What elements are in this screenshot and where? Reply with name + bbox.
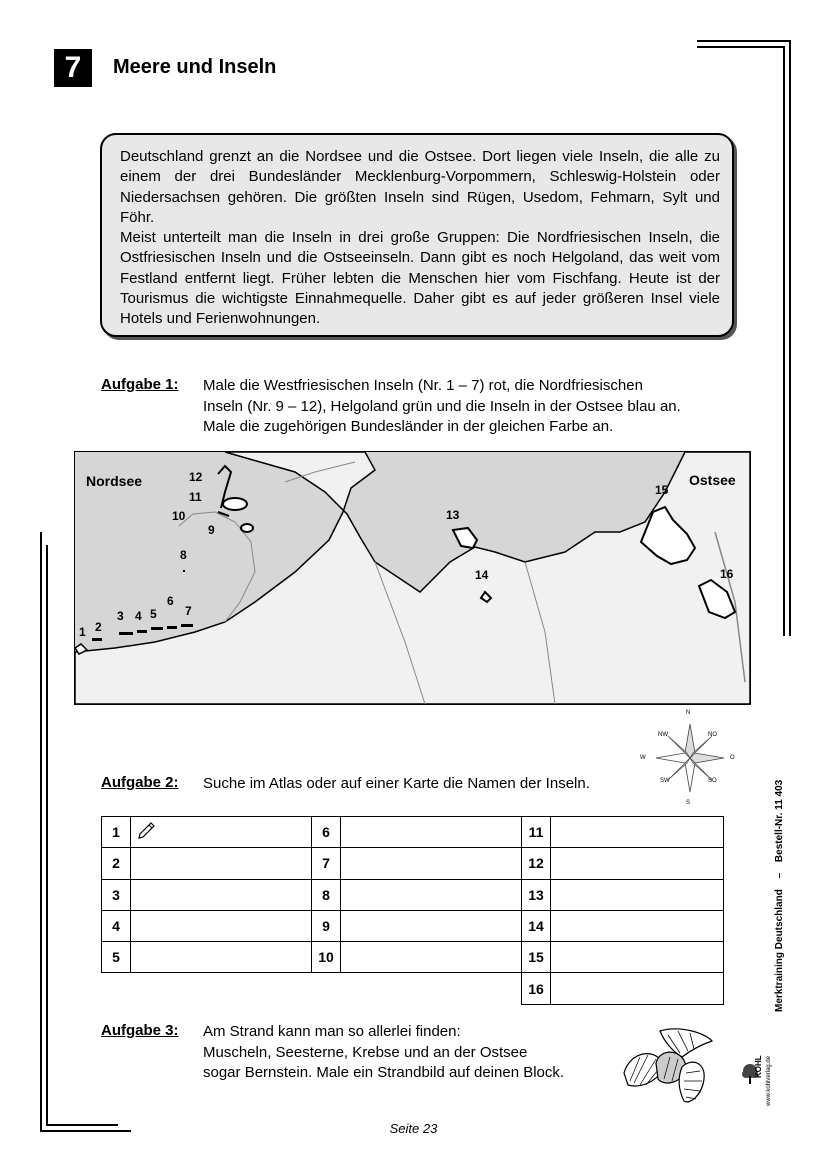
answer-field[interactable]	[551, 910, 724, 941]
compass-o: O	[730, 755, 735, 761]
compass-s: S	[686, 800, 691, 806]
compass-nw: NW	[658, 732, 668, 738]
sidebar-title: Merktraining Deutschland	[774, 889, 785, 1012]
task1-line-2: Inseln (Nr. 9 – 12), Helgoland grün und die Inseln in der Ostsee blau an.	[203, 397, 681, 415]
row-number: 2	[102, 848, 131, 879]
table-row	[102, 848, 312, 879]
frame-left-line1	[40, 532, 42, 1132]
map-number-9: 9	[208, 523, 215, 537]
map-number-14: 14	[475, 568, 489, 582]
frame-left-line2	[46, 545, 48, 1126]
task3-line-1: Am Strand kann man so allerlei finden:	[203, 1023, 461, 1040]
answer-field[interactable]	[341, 879, 522, 910]
compass-w: W	[640, 755, 646, 761]
map-number-8: 8	[180, 548, 187, 562]
row-number: 6	[312, 817, 341, 848]
row-number: 12	[522, 848, 551, 879]
table-row	[312, 879, 522, 910]
answer-field[interactable]	[551, 879, 724, 910]
answer-field[interactable]	[551, 848, 724, 879]
compass-no: NO	[708, 732, 717, 738]
row-number: 16	[522, 973, 551, 1004]
row-number: 3	[102, 879, 131, 910]
intro-text-box	[100, 133, 734, 337]
task1-label: Aufgabe 1:	[101, 376, 179, 393]
answer-table-3	[521, 816, 724, 1005]
answer-field[interactable]	[131, 910, 312, 941]
intro-paragraph-1: Deutschland grenzt an die Nordsee und die Ostsee. Dort liegen viele Inseln, die alle zu einem der drei Bundesländer Mecklenburg-Vorpommern, Schleswig-Holstein oder Niedersachsen gehören. Die größten Inseln sind Rügen, Usedom, Fehmarn, Sylt und Föhr.	[120, 148, 720, 226]
map-number-15: 15	[655, 483, 669, 497]
table-row	[522, 879, 724, 910]
table-row	[102, 879, 312, 910]
sidebar-dash: –	[774, 872, 785, 879]
intro-paragraph-2: Meist unterteilt man die Inseln in drei große Gruppen: Die Nordfriesischen Inseln, die Ostfriesischen Inseln und die Ostseeinseln. Dann gibt es noch Helgoland, das weit vom Festland entfernt liegt. Früher lebten die Menschen hier vom Fischfang. Heute ist der Tourismus die wichtigste Einnahmequelle. Daher gibt es auf jeder größeren Insel viele Hotels und Ferienwohnungen.	[120, 229, 720, 328]
compass-rose-icon	[640, 708, 740, 808]
answer-table-1	[101, 816, 312, 973]
table-row	[102, 910, 312, 941]
map-number-4: 4	[135, 609, 142, 623]
frame-top-right-line2	[697, 46, 783, 48]
answer-field[interactable]	[341, 848, 522, 879]
map-number-1: 1	[79, 625, 86, 639]
map-number-6: 6	[167, 594, 174, 608]
frame-right-line1	[783, 46, 785, 636]
table-row	[522, 848, 724, 879]
map-northern-germany	[74, 451, 751, 705]
row-number: 13	[522, 879, 551, 910]
sidebar-vertical-text	[774, 780, 785, 1012]
task3-label: Aufgabe 3:	[101, 1022, 179, 1039]
compass-sw: SW	[660, 778, 670, 784]
answer-field[interactable]	[551, 817, 724, 848]
answer-field[interactable]	[131, 848, 312, 879]
table-row	[312, 942, 522, 973]
answer-table-2	[311, 816, 522, 973]
shells-illustration	[620, 1023, 720, 1108]
row-number: 7	[312, 848, 341, 879]
map-number-13: 13	[446, 508, 460, 522]
task1-line-3: Male die zugehörigen Bundesländer in der gleichen Farbe an.	[203, 418, 614, 435]
publisher-name: KOHL	[754, 1055, 763, 1078]
answer-field[interactable]	[341, 910, 522, 941]
task1-line-1: Male die Westfriesischen Inseln (Nr. 1 – 7) rot, die Nordfriesischen	[203, 377, 643, 394]
frame-top-right-line1	[697, 40, 789, 42]
row-number: 10	[312, 942, 341, 973]
map-number-7: 7	[185, 604, 192, 618]
table-row	[102, 817, 312, 848]
publisher-url: www.kohlverlag.de	[766, 1055, 772, 1106]
task3-line-2: Muscheln, Seesterne, Krebse und an der Ostsee	[203, 1043, 528, 1061]
row-number: 4	[102, 910, 131, 941]
map-number-12: 12	[189, 470, 203, 484]
answer-field[interactable]	[341, 942, 522, 973]
map-number-11: 11	[189, 490, 202, 504]
chapter-number: 7	[54, 49, 92, 87]
table-row	[102, 942, 312, 973]
answer-field[interactable]	[131, 817, 312, 848]
compass-n: N	[686, 710, 691, 716]
task2-label: Aufgabe 2:	[101, 774, 179, 791]
task3-text	[203, 1022, 564, 1084]
table-row	[522, 942, 724, 973]
table-row	[522, 817, 724, 848]
row-number: 14	[522, 910, 551, 941]
task1-text	[203, 376, 681, 438]
row-number: 5	[102, 942, 131, 973]
answer-field[interactable]	[551, 973, 724, 1004]
pencil-icon	[136, 821, 156, 841]
map-label-ostsee: Ostsee	[689, 472, 736, 488]
answer-field[interactable]	[551, 942, 724, 973]
row-number: 15	[522, 942, 551, 973]
map-number-10: 10	[172, 509, 186, 523]
table-row	[522, 973, 724, 1004]
task3-line-3: sogar Bernstein. Male ein Strandbild auf deinen Block.	[203, 1064, 565, 1081]
map-label-nordsee: Nordsee	[86, 473, 143, 489]
table-row	[312, 910, 522, 941]
answer-field[interactable]	[131, 879, 312, 910]
page-title: Meere und Inseln	[113, 56, 277, 78]
table-row	[312, 848, 522, 879]
map-number-2: 2	[95, 620, 102, 634]
row-number: 1	[102, 817, 131, 848]
table-row	[522, 910, 724, 941]
compass-rose	[640, 708, 740, 808]
row-number: 11	[522, 817, 551, 848]
answer-field[interactable]	[131, 942, 312, 973]
map-number-3: 3	[117, 609, 124, 623]
row-number: 8	[312, 879, 341, 910]
map-drawing	[75, 452, 750, 704]
table-row	[312, 817, 522, 848]
map-number-16: 16	[720, 567, 734, 581]
map-number-5: 5	[150, 607, 157, 621]
compass-so: SO	[708, 778, 717, 784]
page-number: Seite 23	[389, 1121, 438, 1136]
answer-field[interactable]	[341, 817, 522, 848]
task2-text: Suche im Atlas oder auf einer Karte die Namen der Inseln.	[203, 775, 590, 792]
row-number: 9	[312, 910, 341, 941]
shells-icon	[620, 1023, 720, 1108]
sidebar-order-number: Bestell-Nr. 11 403	[774, 779, 785, 863]
frame-right-line2	[789, 40, 791, 636]
